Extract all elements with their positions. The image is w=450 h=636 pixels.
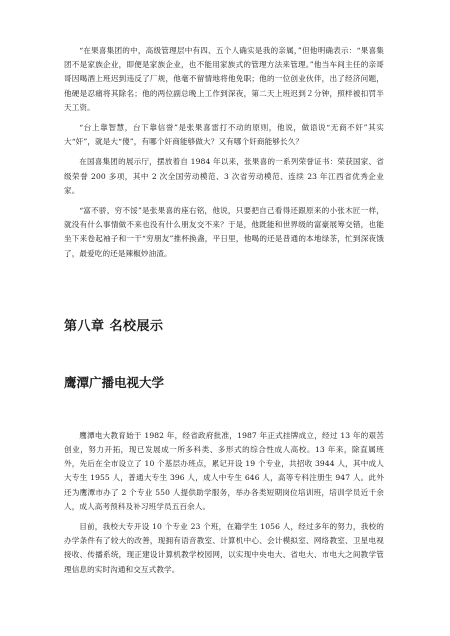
document-page xyxy=(64,44,384,577)
paragraph: 在国喜集团的展示厅，摆放着自 1984 年以来，张果喜的一系列荣誉证书：荣获国家、省级荣誉 200 多项，其中 2 次全国劳动模范、3 次省劳动模范、连续 23 年江西省优秀企业家。 xyxy=(64,157,384,195)
paragraph: “富不骄，穷不馁”是张果喜的座右铭，他说，只要把自己看得还跟原来的小张木匠一样，就没有什么事情做不来也没有什么朋友交不来？于是，他既能和世界级的富豪展筹交错，也能坐下来卷起袖子和一干“穷朋友”推杯换盏，平日里，他喝的还是普通的本地绿茶，忙到深夜饿了，最爱吃的还是辣椒炒油渣。 xyxy=(64,206,384,258)
section-title: 鹰潭广播电视大学 xyxy=(64,374,165,390)
paragraph: 鹰潭电大教育始于 1982 年，经省政府批准，1987 年正式挂牌成立，经过 13 年的艰苦创业，努力开拓，现已发展成一所多科类、多形式的综合性成人高校。13 年来，除直属班外，先后在全市设立了 10 个基层办班点，累记开设 19 个专业，共招收 3944 人，其中成人大专生 1955 人，普通大专生 396 人，成人中专生 646 人，高等专科注册生 947 人。此外还为鹰潭市办了 2 个专业 550 人提供助学服务，举办各类短期岗位培训班，培训学员近千余人，成人高考预科及补习班学员五百余人。 xyxy=(64,430,384,511)
section-body xyxy=(64,429,384,577)
paragraph: 目前，我校大专开设 10 个专业 23 个班，在籍学生 1056 人，经过多年的努力，我校的办学条件有了较大的改善，现拥有语音教室、计算机中心、会计模拟室、网络教室、卫星电视接收、传播系统，现正建设计算机教学校园网，以实现中央电大、省电大、市电大之间教学管理信息的实时沟通和交互式教学。 xyxy=(64,522,384,574)
paragraph: “在果喜集团的中，高级管理层中有四、五个人确实是我的亲属，”但他明确表示：“果喜集团不是家族企业，即便是家族企业，也不能用家族式的管理方法来管理。”他当车间主任的亲哥哥因喝酒上班迟到违反了厂规，他毫不留情地将他免职；他的一位创业伙伴，出了经济问题，他硬是忍痛将其除名；他的两位副总晚上工作到深夜，第二天上班迟到２分钟，照样被扣罚半天工资。 xyxy=(64,46,384,112)
chapter-title: 第八章 名校展示 xyxy=(64,318,164,334)
paragraph: “台上靠智慧，台下靠信誉”是张果喜雷打不动的原则，他说，做语说“无商不奸”其实大“奸”，就是大“傻”，有哪个奸商能够做大？又有哪个奸商能够长久？ xyxy=(64,123,384,147)
